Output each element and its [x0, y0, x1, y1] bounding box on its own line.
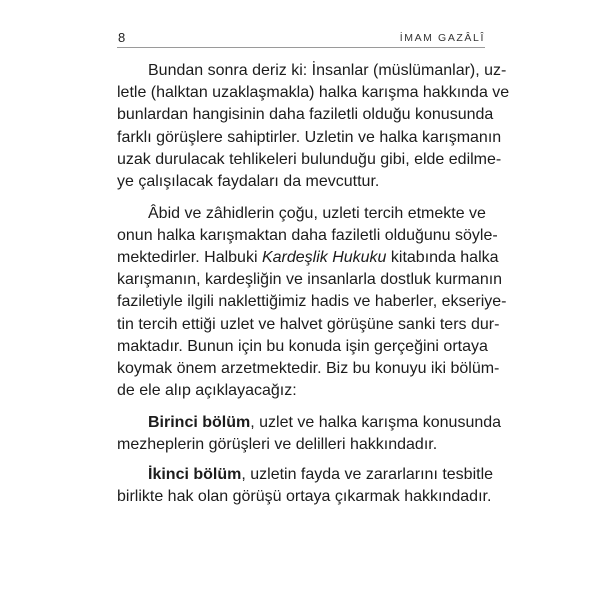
- paragraph-3: [117, 413, 502, 458]
- text-line: de ele alıp açıklayacağız:: [117, 382, 297, 400]
- text-line: [117, 466, 494, 488]
- text-line: maktadır. Bunun için bu konuda işin gerçeğini ortaya: [117, 337, 488, 355]
- text-segment: , uzletin fayda ve zararlarını tesbitle: [241, 466, 494, 484]
- text-line: mezheplerin görüşleri ve delilleri hakkındadır.: [117, 436, 438, 453]
- text-line: farklı görüşlere sahiptirler. Uzletin ve halka karışmanın: [117, 128, 502, 146]
- text-line-with-title: [117, 249, 499, 271]
- text-line: [117, 413, 502, 436]
- section-label-bold: Birinci bölüm: [148, 413, 251, 431]
- text-line: koymak önem arzetmektedir. Biz bu konuyu iki bölüm-: [117, 359, 500, 377]
- body-text: [117, 62, 510, 520]
- text-line: Âbid ve zâhidlerin çoğu, uzleti tercih etmekte ve: [148, 204, 486, 222]
- text-line: letle (halktan uzaklaşmakla) halka karışma hakkında ve: [117, 84, 510, 102]
- text-segment: mektedirler. Halbuki: [117, 249, 262, 266]
- paragraph-4: [117, 466, 494, 510]
- text-segment: kitabında halka: [386, 249, 499, 266]
- text-line: karışmanın, kardeşliğin ve insanlarla dostluk kurmanın: [117, 271, 503, 289]
- text-line: ye çalışılacak faydaları da mevcuttur.: [117, 172, 380, 190]
- paragraph-2: [117, 204, 507, 405]
- running-header: [117, 30, 485, 48]
- text-line: Bundan sonra deriz ki: İnsanlar (müslümanlar), uz-: [148, 62, 507, 79]
- text-line: birlikte hak olan görüşü ortaya çıkarmak hakkındadır.: [117, 488, 492, 506]
- text-line: bunlardan hangisinin daha faziletli olduğu konusunda: [117, 106, 494, 124]
- book-title-italic: Kardeşlik Hukuku: [261, 249, 387, 266]
- section-label-bold: İkinci bölüm: [148, 466, 242, 484]
- paragraph-1: [117, 62, 510, 195]
- text-line: uzak durulacak tehlikeleri bulunduğu gibi, elde edilme-: [117, 150, 502, 168]
- text-segment: , uzlet ve halka karışma konusunda: [250, 413, 502, 431]
- page-number: 8: [118, 30, 126, 45]
- text-line: onun halka karışmaktan daha faziletli olduğunu söyle-: [117, 226, 498, 244]
- running-head-author: İMAM GAZÂLÎ: [399, 32, 485, 44]
- text-line: faziletiyle ilgili naklettiğimiz hadis ve haberler, ekseriye-: [117, 293, 507, 311]
- text-line: tin tercih ettiği uzlet ve halvet görüşüne sanki ters dur-: [117, 315, 500, 333]
